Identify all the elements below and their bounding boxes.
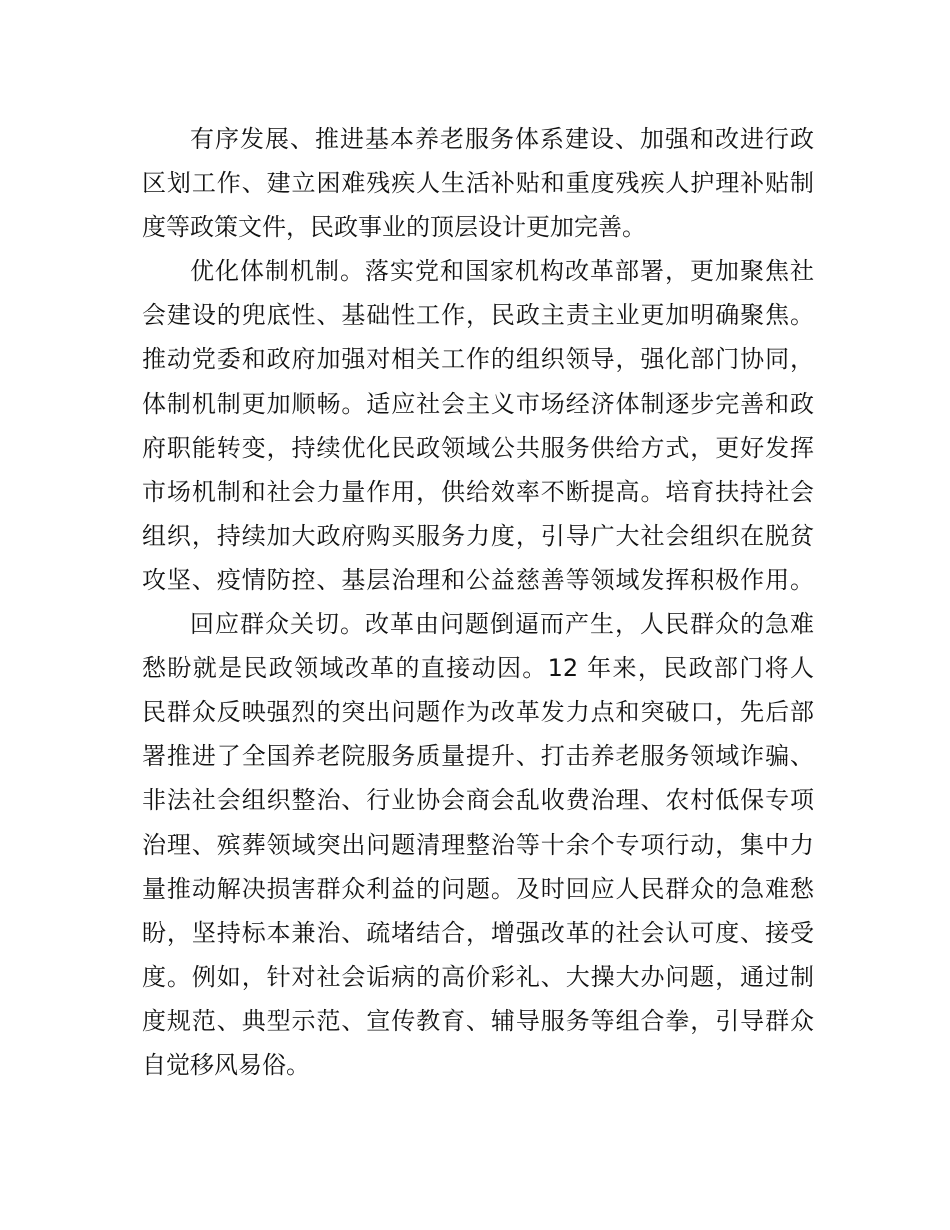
paragraph-line: 量推动解决损害群众利益的问题。及时回应人民群众的急难愁 (142, 874, 814, 903)
paragraph-2 (142, 249, 814, 602)
paragraph-line: 府职能转变，持续优化民政领域公共服务供给方式，更好发挥 (142, 433, 814, 462)
paragraph-line: 愁盼就是民政领域改革的直接动因。12 年来，民政部门将人 (142, 654, 814, 683)
paragraph-line: 区划工作、建立困难残疾人生活补贴和重度残疾人护理补贴制 (142, 169, 814, 198)
paragraph-line: 市场机制和社会力量作用，供给效率不断提高。培育扶持社会 (142, 477, 814, 506)
paragraph-line: 度。例如，针对社会诟病的高价彩礼、大操大办问题，通过制 (142, 962, 814, 991)
paragraph-line: 署推进了全国养老院服务质量提升、打击养老服务领域诈骗、 (142, 742, 814, 771)
document-body (142, 117, 814, 1087)
paragraph-3 (142, 602, 814, 1087)
paragraph-line: 度规范、典型示范、宣传教育、辅导服务等组合拳，引导群众 (142, 1006, 814, 1035)
paragraph-line: 会建设的兜底性、基础性工作，民政主责主业更加明确聚焦。 (142, 301, 814, 330)
paragraph-line: 非法社会组织整治、行业协会商会乱收费治理、农村低保专项 (142, 786, 814, 815)
paragraph-line: 治理、殡葬领域突出问题清理整治等十余个专项行动，集中力 (142, 830, 814, 859)
paragraph-line: 有序发展、推进基本养老服务体系建设、加强和改进行政 (190, 125, 814, 153)
paragraph-line: 度等政策文件，民政事业的顶层设计更加完善。 (142, 213, 646, 242)
paragraph-line: 攻坚、疫情防控、基层治理和公益慈善等领域发挥积极作用。 (142, 565, 814, 594)
paragraph-line: 推动党委和政府加强对相关工作的组织领导，强化部门协同， (142, 345, 814, 374)
paragraph-line: 优化体制机制。落实党和国家机构改革部署，更加聚焦社 (190, 257, 814, 286)
paragraph-1 (142, 117, 814, 249)
paragraph-line: 体制机制更加顺畅。适应社会主义市场经济体制逐步完善和政 (142, 389, 814, 418)
paragraph-line: 回应群众关切。改革由问题倒逼而产生，人民群众的急难 (190, 610, 814, 639)
paragraph-line: 盼，坚持标本兼治、疏堵结合，增强改革的社会认可度、接受 (142, 918, 814, 947)
paragraph-line: 民群众反映强烈的突出问题作为改革发力点和突破口，先后部 (142, 698, 814, 727)
paragraph-line: 自觉移风易俗。 (142, 1050, 310, 1079)
paragraph-line: 组织，持续加大政府购买服务力度，引导广大社会组织在脱贫 (142, 521, 814, 550)
